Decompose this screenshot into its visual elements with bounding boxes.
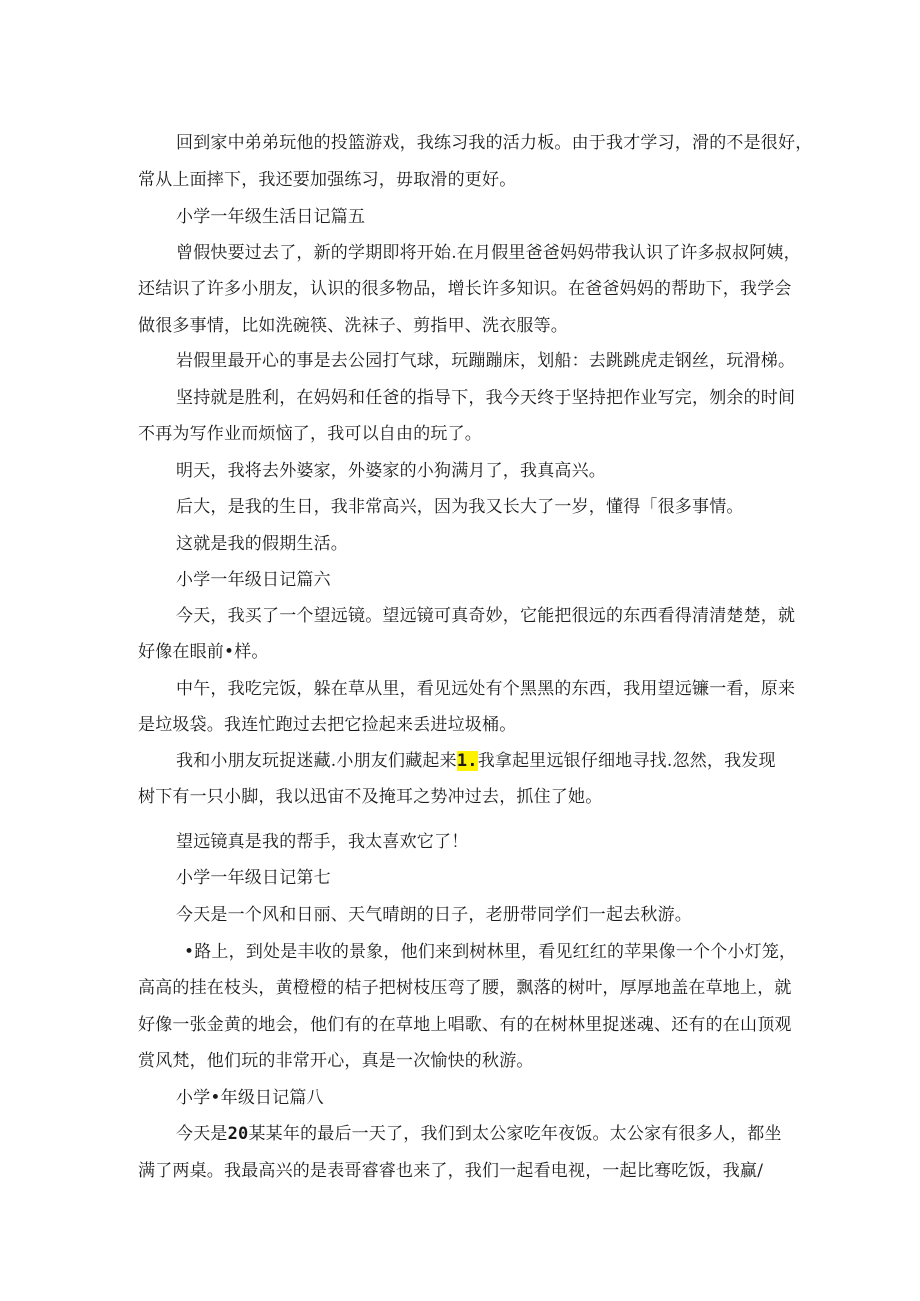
paragraph-line: 望远镜真是我的帮手，我太喜欢它了！ [176,832,469,852]
line-text: 某某年的最后一天了，我们到太公家吃年夜饭。太公家有很多人，都坐 [248,1124,782,1144]
paragraph-line: 高高的挂在枝头，黄橙橙的桔子把树枝压弯了腰，飘落的树叶，厚厚地盖在草地上，就 [138,978,792,998]
paragraph-line: 好像一张金黄的地会，他们有的在草地上唱歌、有的在树林里捉迷魂、还有的在山顶观 [138,1015,792,1035]
paragraph-line: 今天，我买了一个望远镜。望远镜可真奇妙，它能把很远的东西看得清清楚楚，就 [176,606,796,626]
paragraph-line: 做很多事情，比如洗碗筷、洗袜子、剪指甲、洗衣服等。 [138,316,568,336]
paragraph-line: 赏风梵，他们玩的非常开心，真是一次愉快的秋游。 [138,1051,534,1071]
paragraph-line: 坚持就是胜利，在妈妈和任爸的指导下，我今天终于坚持把作业写完，刎余的时间 [176,388,796,408]
paragraph-line: 这就是我的假期生活。 [176,534,348,554]
paragraph-line [176,1122,782,1146]
year-number: 20 [227,1124,249,1144]
paragraph-line: 常从上面摔下，我还要加强练习，毋取滑的更好。 [138,170,517,190]
highlighted-marker: 1. [456,751,478,771]
paragraph-line: 是垃圾袋。我连忙跑过去把它捡起来丢进垃圾桶。 [138,715,517,735]
line-text: 我拿起里远银仔细地寻找.忽然，我发现 [477,751,776,771]
section-heading: 小学一年级日记篇六 [176,570,331,590]
line-text: 今天是 [176,1124,228,1144]
section-heading: 小学•年级日记篇八 [176,1088,324,1108]
paragraph-line: 明天，我将去外婆家，外婆家的小狗满月了，我真高兴。 [176,461,606,481]
section-heading: 小学一年级日记第七 [176,868,331,888]
paragraph-line: 满了两桌。我最高兴的是表哥睿睿也来了，我们一起看电视，一起比骞吃饭，我赢/ [138,1161,764,1181]
paragraph-line: 回到家中弟弟玩他的投篮游戏，我练习我的活力板。由于我才学习，滑的不是很好， [176,133,813,153]
paragraph-line: 岩假里最开心的事是去公园打气球，玩蹦蹦床，划船：去跳跳虎走钢丝，玩滑梯。 [176,351,796,371]
paragraph-line: 曾假快要过去了，新的学期即将开始.在月假里爸爸妈妈带我认识了许多叔叔阿姨， [176,243,801,263]
paragraph-line: 今天是一个风和日丽、天气晴朗的日子，老册带同学们一起去秋游。 [176,905,692,925]
paragraph-line: 中午，我吃完饭，躲在草从里，看见远处有个黑黑的东西，我用望远镰一看，原来 [176,679,796,699]
paragraph-line: 不再为写作业而烦恼了，我可以自由的玩了。 [138,424,482,444]
paragraph-line: 树下有一只小脚，我以迅宙不及掩耳之势冲过去，抓住了她。 [138,787,603,807]
line-text: 我和小朋友玩捉迷藏.小朋友们藏起来 [176,751,457,771]
section-heading: 小学一年级生活日记篇五 [176,207,366,227]
paragraph-line: •路上，到处是丰收的景象，他们来到树林里，看见红红的苹果像一个个小灯笼， [184,942,797,962]
paragraph-line: 好像在眼前•样。 [138,642,269,662]
paragraph-line: 还结识了许多小朋友，认识的很多物品，增长许多知识。在爸爸妈妈的帮助下，我学会 [138,279,792,299]
paragraph-line: 后大，是我的生日，我非常高兴，因为我又长大了一岁，懂得「很多事情。 [176,497,744,517]
paragraph-line [176,749,776,773]
